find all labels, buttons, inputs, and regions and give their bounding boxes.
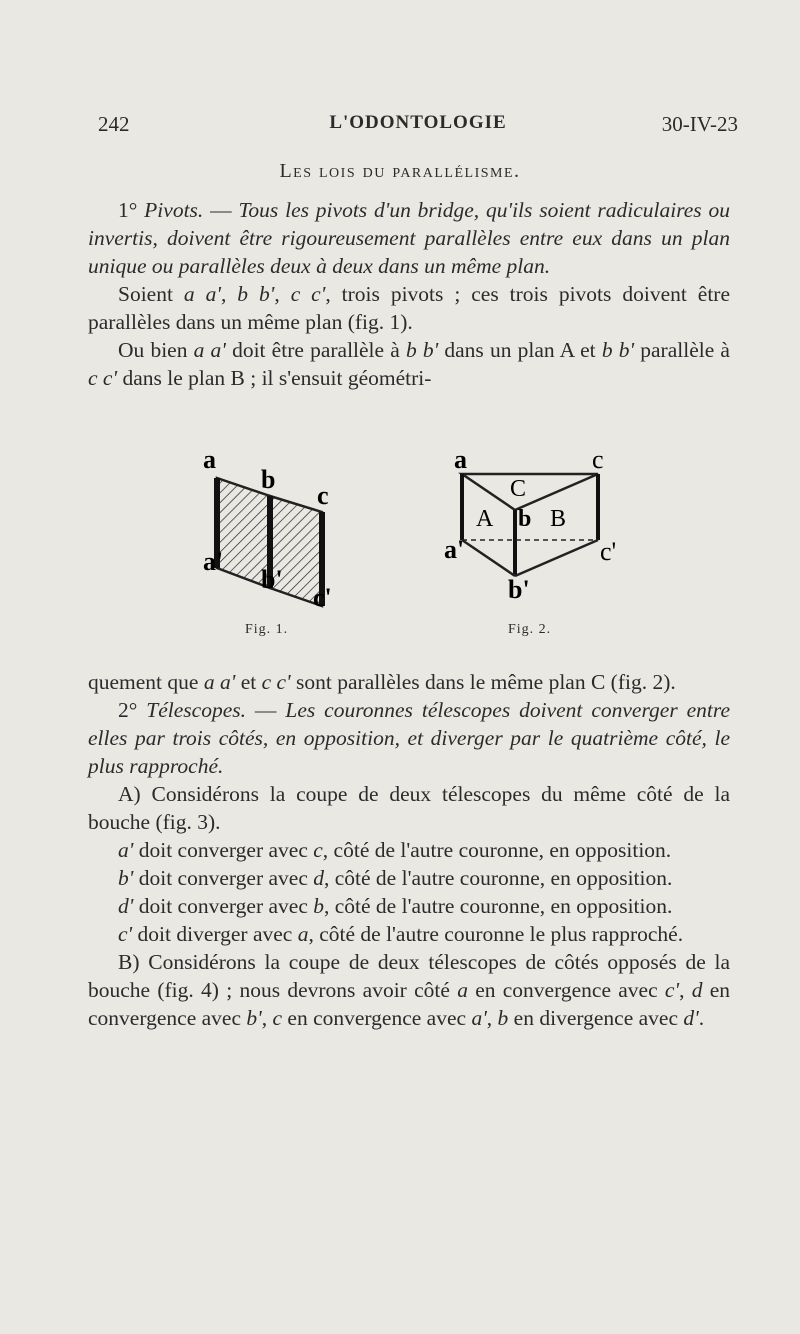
- variable: b': [118, 866, 134, 890]
- text-run: ,: [486, 1006, 498, 1030]
- label-plane-B: B: [550, 506, 567, 532]
- variable: a a': [203, 670, 236, 694]
- label-plane-A: A: [476, 506, 494, 532]
- variable: a': [471, 1006, 487, 1030]
- text-run: quement que: [88, 670, 204, 694]
- paragraph-ou-bien: [88, 336, 730, 392]
- text-run: doit converger avec: [133, 894, 314, 918]
- text-run: , côté de l'autre couronne, en opposition.: [324, 866, 673, 890]
- text-run: doit être parallèle à: [225, 338, 406, 362]
- variable: c c': [290, 282, 326, 306]
- label-a-prime: a': [203, 547, 224, 576]
- text-run: ,: [261, 1006, 273, 1030]
- variable: b b': [237, 282, 275, 306]
- figure-1: [195, 448, 365, 648]
- telescopes-rule: Les couronnes télescopes doivent converger entre elles par trois côtés, en opposition, et diverger par le quatrième côté, le plus rapproché.: [88, 698, 730, 778]
- issue-date: 30-IV-23: [661, 112, 738, 136]
- figure-2: [440, 448, 640, 648]
- text-run: doit converger avec: [133, 866, 314, 890]
- text-run: parallèle à: [634, 338, 730, 362]
- text-run: et: [235, 670, 262, 694]
- dash: —: [203, 198, 239, 222]
- paragraph-telescopes: [88, 696, 730, 780]
- paragraph-c-prime: [88, 920, 730, 948]
- text-run: sont parallèles dans le même plan C (fig. 2).: [290, 670, 676, 694]
- variable: b: [497, 1006, 509, 1030]
- plane-B-bottom: [515, 540, 598, 576]
- label-plane-C: C: [510, 476, 527, 502]
- text-run: Soient: [118, 282, 184, 306]
- dash: —: [246, 698, 286, 722]
- variable: a: [297, 922, 309, 946]
- label-c: c: [317, 481, 329, 510]
- text-run: , côté de l'autre couronne, en opposition.: [324, 894, 673, 918]
- journal-title: L'ODONTOLOGIE: [329, 112, 507, 133]
- text-block-bottom: [88, 668, 730, 1032]
- label-c-top: c: [592, 448, 604, 474]
- variable: b b': [601, 338, 635, 362]
- paragraph-b-prime: [88, 864, 730, 892]
- paragraph-pivots: [88, 196, 730, 280]
- running-header: [98, 112, 738, 142]
- label-a: a: [454, 448, 467, 474]
- paragraph-case-b: [88, 948, 730, 1032]
- variable: d': [118, 894, 134, 918]
- text-run: dans un plan A et: [438, 338, 602, 362]
- text-run: ,: [220, 282, 238, 306]
- section-title: Les lois du parallélisme.: [279, 160, 521, 182]
- text-run: , côté de l'autre couronne le plus rapproché.: [308, 922, 684, 946]
- plane-C-top: [462, 474, 598, 510]
- variable: d': [683, 1006, 699, 1030]
- variable: c: [272, 1006, 283, 1030]
- variable: b': [246, 1006, 262, 1030]
- text-run: en divergence avec: [508, 1006, 684, 1030]
- plane-A-bottom: [462, 540, 515, 576]
- text-run: en convergence avec: [88, 978, 731, 1030]
- variable: b: [313, 894, 324, 918]
- text-run: , trois pivots ; ces trois pivots doivent être parallèles dans un même plan (fig. 1).: [88, 282, 731, 334]
- label-b-prime: b': [508, 575, 530, 604]
- subheading-pivots: Pivots.: [144, 198, 204, 222]
- text-run: dans le plan B ; il s'ensuit géométri-: [117, 366, 432, 390]
- variable: d: [313, 866, 324, 890]
- label-c-prime: c': [313, 583, 332, 612]
- pivots-rule: Tous les pivots d'un bridge, qu'ils soient radiculaires ou invertis, doivent être rigoureusement parallèles entre eux dans un plan unique ou parallèles deux à deux dans un même plan.: [88, 198, 730, 278]
- text-run: .: [698, 1006, 705, 1030]
- figure-2-caption: Fig. 2.: [508, 622, 552, 637]
- variable: a a': [193, 338, 226, 362]
- paragraph-soient: [88, 280, 730, 336]
- text-run: B) Considérons la coupe de deux télescopes de côtés opposés de la bouche (fig. 4) ; nous devrons avoir côté: [88, 950, 730, 1002]
- variable: c: [313, 838, 323, 862]
- variable: c': [118, 922, 133, 946]
- figure-1-drawing: [195, 448, 365, 648]
- variable: c': [664, 978, 680, 1002]
- text-run: doit converger avec: [133, 838, 314, 862]
- page-number: 242: [98, 112, 130, 136]
- text-block-top: [88, 196, 730, 392]
- text-run: doit diverger avec: [132, 922, 298, 946]
- variable: b b': [405, 338, 439, 362]
- subheading-telescopes: Télescopes.: [146, 698, 246, 722]
- variable: d: [691, 978, 703, 1002]
- variable: c c': [261, 670, 291, 694]
- paragraph-d-prime: [88, 892, 730, 920]
- label-b-prime: b': [261, 565, 283, 594]
- label-c-prime: c': [600, 537, 617, 566]
- paragraph-a-prime: [88, 836, 730, 864]
- text-run: , côté de l'autre couronne, en opposition.: [322, 838, 672, 862]
- variable: a: [457, 978, 468, 1002]
- variable: a a': [183, 282, 221, 306]
- text-run: en convergence avec: [282, 1006, 472, 1030]
- label-b: b: [518, 506, 532, 532]
- paragraph-quement: [88, 668, 730, 696]
- text-run: en convergence avec: [467, 978, 665, 1002]
- figure-1-caption: Fig. 1.: [245, 622, 289, 637]
- paragraph-case-a: A) Considérons la coupe de deux télescopes du même côté de la bouche (fig. 3).: [88, 782, 730, 834]
- label-b: b: [261, 465, 276, 494]
- label-a-prime: a': [444, 535, 465, 564]
- text-run: ,: [679, 978, 692, 1002]
- variable: a': [118, 838, 134, 862]
- ordinal: 1°: [118, 198, 145, 222]
- variable: c c': [88, 366, 118, 390]
- figure-2-drawing: [440, 448, 640, 648]
- text-run: Ou bien: [118, 338, 194, 362]
- text-run: ,: [274, 282, 291, 306]
- label-a: a: [203, 448, 216, 474]
- ordinal: 2°: [118, 698, 147, 722]
